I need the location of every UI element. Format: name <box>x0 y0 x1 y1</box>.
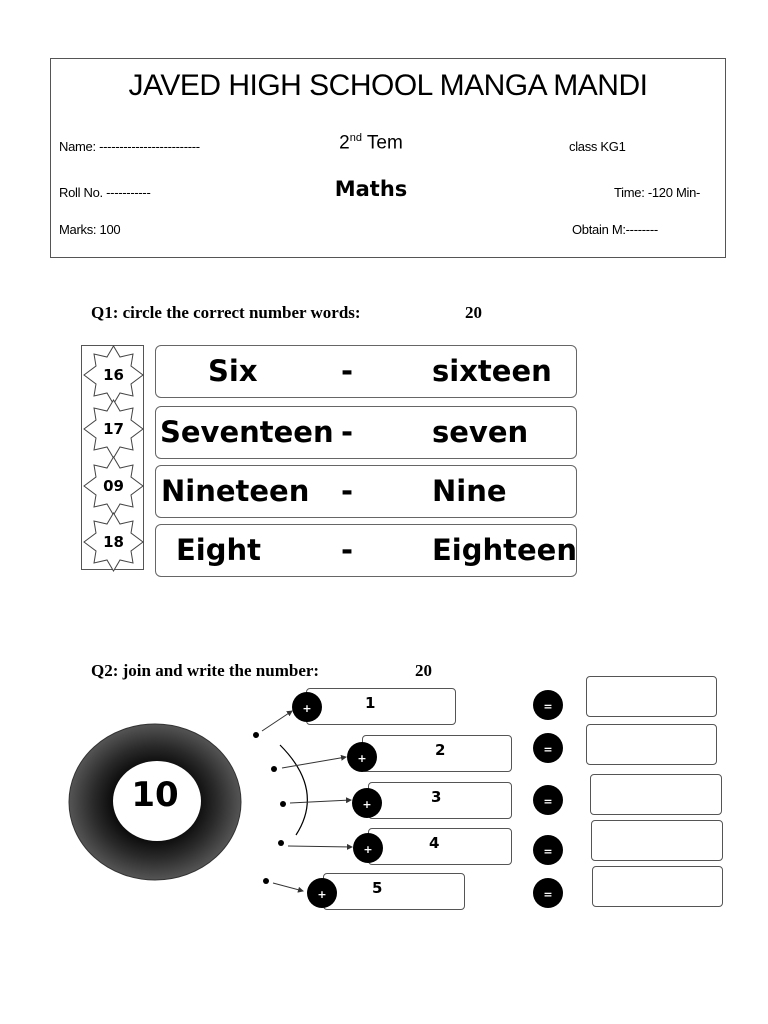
word-option-left[interactable]: Seventeen <box>160 415 334 449</box>
equals-icon: = <box>533 835 563 865</box>
answer-box[interactable] <box>591 820 723 861</box>
obtain-marks-field: Obtain M:-------- <box>572 222 658 237</box>
word-option-right[interactable]: Nine <box>432 474 507 508</box>
q1-title: Q1: circle the correct number words: <box>91 303 361 322</box>
term-suffix: nd <box>349 132 362 144</box>
q1-marks: 20 <box>465 303 482 322</box>
word-separator: - <box>341 415 354 449</box>
name-field: Name: ------------------------- <box>59 139 200 154</box>
addend-number: 5 <box>372 879 383 897</box>
school-name: JAVED HIGH SCHOOL MANGA MANDI <box>128 69 648 102</box>
join-dot[interactable] <box>278 840 284 846</box>
word-option-left[interactable]: Eight <box>176 533 262 567</box>
word-separator: - <box>341 533 354 567</box>
star-number: 16 <box>103 366 124 384</box>
answer-box[interactable] <box>586 676 717 717</box>
addend-box <box>368 828 512 865</box>
plus-icon: + <box>292 692 322 722</box>
time-label: Time: -120 Min- <box>614 185 701 200</box>
addend-box <box>306 688 456 725</box>
equals-icon: = <box>533 733 563 763</box>
word-option-right[interactable]: sixteen <box>432 354 552 388</box>
q2-title: Q2: join and write the number: <box>91 661 320 680</box>
join-arrow <box>262 711 292 731</box>
join-dot[interactable] <box>253 732 259 738</box>
join-dot[interactable] <box>280 801 286 807</box>
word-separator: - <box>341 474 354 508</box>
join-dot[interactable] <box>271 766 277 772</box>
word-option-right[interactable]: seven <box>432 415 529 449</box>
word-separator: - <box>341 354 354 388</box>
term-word: Tem <box>361 132 403 154</box>
star-number: 18 <box>103 533 124 551</box>
star-number: 17 <box>103 420 124 438</box>
answer-box[interactable] <box>586 724 717 765</box>
plus-icon: + <box>353 833 383 863</box>
bracket-arc <box>280 745 307 835</box>
addend-number: 3 <box>431 788 442 806</box>
addend-number: 1 <box>365 694 376 712</box>
word-option-left[interactable]: Six <box>208 354 258 388</box>
join-dot[interactable] <box>263 878 269 884</box>
join-arrow <box>290 800 351 803</box>
word-option-right[interactable]: Eighteen <box>432 533 577 567</box>
addend-box <box>362 735 512 772</box>
join-arrow <box>273 883 303 891</box>
addend-box <box>368 782 512 819</box>
roll-field: Roll No. ----------- <box>59 185 151 200</box>
addend-number: 2 <box>435 741 446 759</box>
equals-icon: = <box>533 785 563 815</box>
answer-box[interactable] <box>590 774 722 815</box>
plus-icon: + <box>307 878 337 908</box>
addend-number: 4 <box>429 834 440 852</box>
term-number: 2 <box>339 132 350 154</box>
marks-label: Marks: 100 <box>59 222 121 237</box>
answer-box[interactable] <box>592 866 723 907</box>
join-arrow <box>288 846 352 847</box>
q2-marks: 20 <box>415 661 432 680</box>
subject-title: Maths <box>334 177 408 201</box>
word-option-left[interactable]: Nineteen <box>161 474 310 508</box>
plus-icon: + <box>347 742 377 772</box>
center-number: 10 <box>131 775 179 815</box>
equals-icon: = <box>533 878 563 908</box>
equals-icon: = <box>533 690 563 720</box>
star-number: 09 <box>103 477 124 495</box>
class-label: class KG1 <box>569 139 626 154</box>
addend-box <box>323 873 465 910</box>
plus-icon: + <box>352 788 382 818</box>
